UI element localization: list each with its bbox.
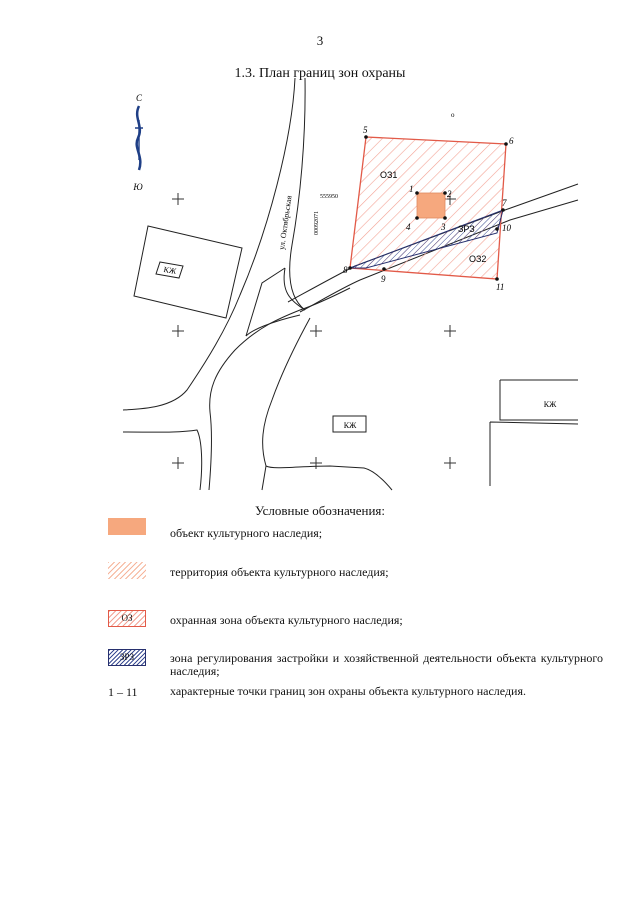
legend-item-object [108, 518, 608, 548]
page-title: 1.3. План границ зон охраны [234, 66, 406, 81]
compass-icon [132, 93, 143, 192]
point-label-9: 9 [381, 274, 386, 284]
legend-item-territory [108, 562, 608, 592]
kzh-label-3: КЖ [543, 400, 557, 409]
legend-text-territory: территория объекта культурного наследия; [170, 565, 389, 579]
point-label-7: 7 [502, 198, 507, 208]
point-label-4: 4 [406, 222, 411, 232]
point-label-10: 10 [502, 223, 511, 233]
legend-item-zrz [108, 649, 608, 679]
legend-title: Условные обозначения: [254, 503, 386, 518]
legend-swatch-oz-label: ОЗ [121, 613, 133, 623]
kzh-label-2: КЖ [343, 421, 357, 430]
legend-swatch-territory [108, 562, 146, 579]
parcel-code-2: 00092071 [314, 211, 320, 235]
legend-swatch-oz [108, 610, 146, 627]
legend-text-zrz: зона регулирования застройки и хозяйственной деятельности объекта культурного наследия; [170, 651, 603, 678]
legend-swatch-zrz-label: ЗРЗ [119, 652, 135, 662]
compass-south-label: Ю [133, 182, 143, 192]
legend-text-oz: охранная зона объекта культурного наследия; [170, 613, 403, 627]
point-label-5: 5 [363, 125, 368, 135]
zone-label-oz2: ОЗ2 [469, 254, 487, 264]
parcel-code: 555950 [320, 194, 338, 200]
heritage-object [417, 193, 445, 218]
small-mark: о [451, 111, 455, 119]
point-label-3: 3 [441, 222, 446, 232]
zone-label-oz1: ОЗ1 [380, 170, 398, 180]
point-label-6: 6 [509, 136, 514, 146]
zone-label-zrz: ЗРЗ [458, 224, 475, 234]
legend-points-label: 1 – 11 [108, 685, 138, 699]
point-label-1: 1 [409, 184, 414, 194]
compass-north-label: С [135, 93, 143, 103]
point-label-11: 11 [496, 282, 505, 292]
kzh-label-1: КЖ [162, 264, 177, 277]
building-right-top [500, 380, 578, 420]
legend-text-object: объект культурного наследия; [170, 526, 323, 540]
building-right-bottom [490, 422, 578, 486]
point-label-8: 8 [343, 265, 348, 275]
page-number: 3 [316, 33, 324, 48]
point-label-2: 2 [447, 189, 452, 199]
building-left [134, 226, 242, 318]
legend-swatch-object [108, 518, 146, 535]
legend-swatch-zrz [108, 649, 146, 666]
street-label: ул. Октябрьская [277, 195, 294, 251]
legend-item-oz [108, 610, 608, 640]
legend-item-points [108, 685, 608, 715]
legend-text-points: характерные точки границ зон охраны объекта культурного наследия. [170, 684, 526, 698]
